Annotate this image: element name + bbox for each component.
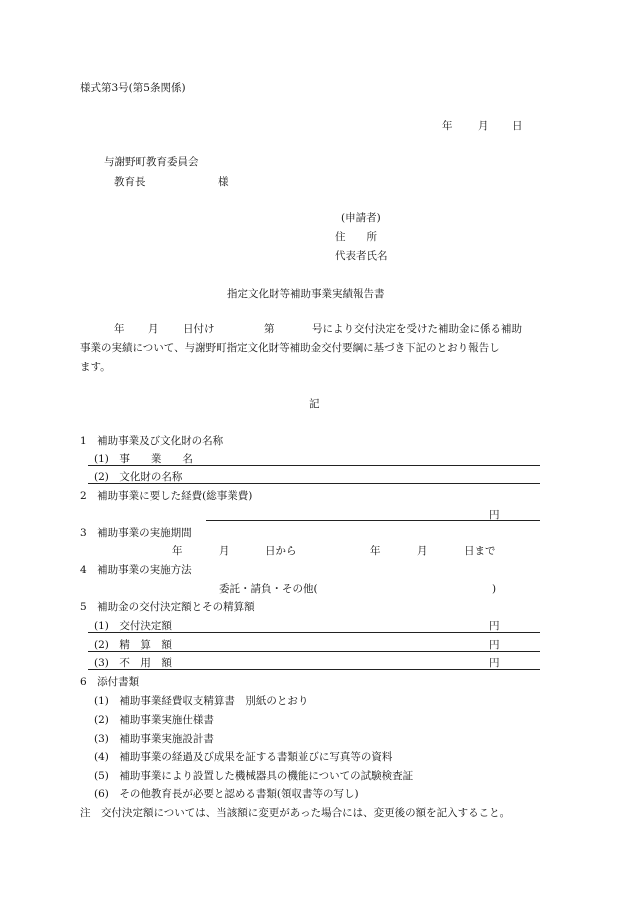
addressee-title: 教育長	[114, 176, 146, 188]
section4-method-close: )	[492, 583, 497, 595]
section3-start-day: 日から	[265, 545, 297, 557]
attachment-item: (3) 補助事業実施設計書	[94, 733, 214, 745]
body-year: 年	[114, 323, 125, 335]
section3-end-year: 年	[370, 545, 381, 557]
attachment-item: (2) 補助事業実施仕様書	[94, 714, 214, 726]
attachment-item: (1) 補助事業経費収支精算書 別紙のとおり	[94, 695, 309, 707]
section5-item3-line	[88, 669, 540, 670]
body-day: 日付け	[183, 323, 215, 335]
section5-item2-line	[88, 651, 540, 652]
section3-title: 3 補助事業の実施期間	[80, 527, 192, 539]
section3-start-month: 月	[219, 545, 230, 557]
section2-amount-line	[206, 520, 540, 521]
addressee-honorific: 様	[218, 176, 229, 188]
section1-item1-label: (1) 事 業 名	[94, 453, 193, 465]
body-number-prefix: 第	[264, 323, 275, 335]
section5-item1-line	[88, 632, 540, 633]
section4-method-options: 委託・請負・その他(	[219, 583, 318, 595]
date-year-label: 年	[442, 120, 453, 132]
date-month-label: 月	[478, 120, 489, 132]
section5-item2-yen: 円	[489, 639, 500, 651]
section5-item1-yen: 円	[489, 620, 500, 632]
section3-end-month: 月	[417, 545, 428, 557]
section1-item1-line	[88, 465, 540, 466]
section4-title: 4 補助事業の実施方法	[80, 564, 192, 576]
section5-item2-label: (2) 精 算 額	[94, 639, 172, 651]
footnote: 注 交付決定額については、当該額に変更があった場合には、変更後の額を記入すること。	[80, 807, 511, 819]
applicant-address-label: 住 所	[335, 231, 377, 243]
section1-item2-label: (2) 文化財の名称	[94, 471, 183, 483]
section6-title: 6 添付書類	[80, 676, 140, 688]
body-month: 月	[148, 323, 159, 335]
section2-yen: 円	[489, 509, 500, 521]
section2-title: 2 補助事業に要した経費(総事業費)	[80, 490, 253, 502]
section3-end-day: 日まで	[464, 545, 496, 557]
body-line1-rest: 号により交付決定を受けた補助金に係る補助	[312, 323, 522, 335]
form-number: 様式第3号(第5条関係)	[80, 82, 186, 94]
section5-title: 5 補助金の交付決定額とその精算額	[80, 601, 255, 613]
applicant-name-label: 代表者氏名	[335, 250, 388, 262]
section1-title: 1 補助事業及び文化財の名称	[80, 435, 224, 447]
section5-item3-label: (3) 不 用 額	[94, 657, 172, 669]
applicant-label: (申請者)	[341, 212, 381, 224]
attachment-item: (4) 補助事業の経過及び成果を証する書類並びに写真等の資料	[94, 751, 393, 763]
section1-item2-line	[88, 483, 540, 484]
section3-start-year: 年	[172, 545, 183, 557]
section5-item3-yen: 円	[489, 657, 500, 669]
attachment-item: (6) その他教育長が必要と認める書類(領収書等の写し)	[94, 788, 359, 800]
ki-heading: 記	[309, 398, 320, 410]
body-line3: ます。	[80, 361, 111, 373]
date-day-label: 日	[512, 120, 523, 132]
section5-item1-label: (1) 交付決定額	[94, 620, 172, 632]
document-title: 指定文化財等補助事業実績報告書	[227, 288, 385, 300]
body-line2: 事業の実績について、与謝野町指定文化財等補助金交付要綱に基づき下記のとおり報告し	[80, 342, 500, 354]
addressee-org: 与謝野町教育委員会	[104, 156, 199, 168]
attachment-item: (5) 補助事業により設置した機械器具の機能についての試験検査証	[94, 770, 414, 782]
